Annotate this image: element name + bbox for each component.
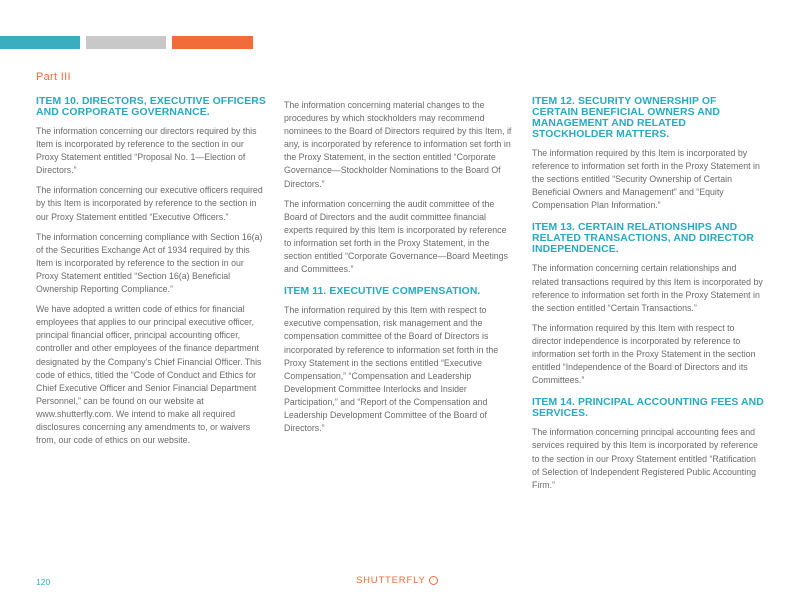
body-paragraph: The information concerning principal accounting fees and services required by this Item is incorporated by reference to the section in our Proxy Statement entitled “Ratification of Selection of Independent Registered Public Accounting Firm.” (532, 427, 758, 490)
body-paragraph: The information concerning compliance with Section 16(a) of the Securities Exchange Act of 1934 required by this Item is incorporated by reference to the section in our Proxy Statement entitled “Section 16(a) Beneficial Ownership Reporting Compliance.” (36, 231, 263, 295)
header-bar-teal (0, 36, 80, 49)
footer-logo (356, 575, 438, 586)
body-paragraph: The information concerning our directors required by this Item is incorporated by reference to the section in our Proxy Statement entitled “Proposal No. 1—Election of Directors.” (36, 126, 257, 176)
page-number: 120 (36, 577, 51, 587)
body-paragraph: The information required by this Item is incorporated by reference to information set forth in the Proxy Statement in the sections entitled “Security Ownership of Certain Beneficial Owners and Management” and “Equity Compensation Plan Information.” (532, 148, 760, 211)
section-heading: ITEM 10. DIRECTORS, EXECUTIVE OFFICERS AND CORPORATE GOVERNANCE. (36, 96, 266, 118)
body-paragraph: The information required by this Item with respect to executive compensation, risk management and the compensation committee of the Board of Directors is incorporated by reference to information set forth in the Proxy Statement in the sections entitled “Executive Compensation,” “Compensation and Leadership Development Committee Interlocks and Insider Participation,” and “Report of the Compensation and Leadership Development Committee of the Board of Directors.” (284, 305, 499, 434)
logo-text: SHUTTERFLY (356, 575, 426, 586)
body-paragraph: We have adopted a written code of ethics for financial employees that applies to our principal executive officer, principal financial officer, principal accounting officer, controller and other employees of the finance department designated by the Company’s Chief Financial Officer. This code of ethics, titled the “Code of Conduct and Ethics for Chief Executive Officer and Senior Financial Department Personnel,” can be found on our website at www.shutterfly.com. We intend to make all required disclosures concerning any amendments to, or waivers from, our code of ethics on our website. (36, 304, 262, 446)
section-heading: ITEM 13. CERTAIN RELATIONSHIPS AND RELATED TRANSACTIONS, AND DIRECTOR INDEPENDENCE. (532, 222, 754, 256)
section-heading: ITEM 11. EXECUTIVE COMPENSATION. (284, 286, 481, 298)
logo-mark-icon (429, 576, 438, 585)
body-paragraph: The information concerning our executive officers required by this Item is incorporated by reference to the section in our Proxy Statement entitled “Executive Officers.” (36, 185, 263, 222)
body-paragraph: The information concerning the audit committee of the Board of Directors and the audit committee financial experts required by this Item is incorporated by reference to information set forth in the Proxy Statement, in the section entitled “Corporate Governance—Board Meetings and Committees.” (284, 198, 508, 275)
section-heading: ITEM 14. PRINCIPAL ACCOUNTING FEES AND SERVICES. (532, 397, 764, 420)
header-bar-gray (86, 36, 166, 49)
column-3 (532, 96, 764, 499)
body-paragraph: The information concerning material changes to the procedures by which stockholders may recommend nominees to the Board of Directors required by this Item, if any, is incorporated by reference to information set forth in the Proxy Statement, in the section entitled “Corporate Governance—Stockholder Nominations to the Board Of Directors.” (284, 100, 512, 189)
section-heading: ITEM 12. SECURITY OWNERSHIP OF CERTAIN BENEFICIAL OWNERS AND MANAGEMENT AND RELATED STOCKHOLDER MATTERS. (532, 96, 721, 140)
column-2 (284, 99, 516, 442)
body-paragraph: The information required by this Item with respect to director independence is incorporated by reference to information set forth in the Proxy Statement in the section entitled “Independence of the Board of Directors and its Committees.” (532, 322, 756, 386)
section-label: Part III (36, 71, 71, 83)
column-1 (36, 96, 268, 454)
header-bar-orange (172, 36, 253, 49)
body-paragraph: The information concerning certain relationships and related transactions required by this Item is incorporated by reference to information set forth in the Proxy Statement in the section entitled “Certain Transactions.” (532, 263, 763, 313)
